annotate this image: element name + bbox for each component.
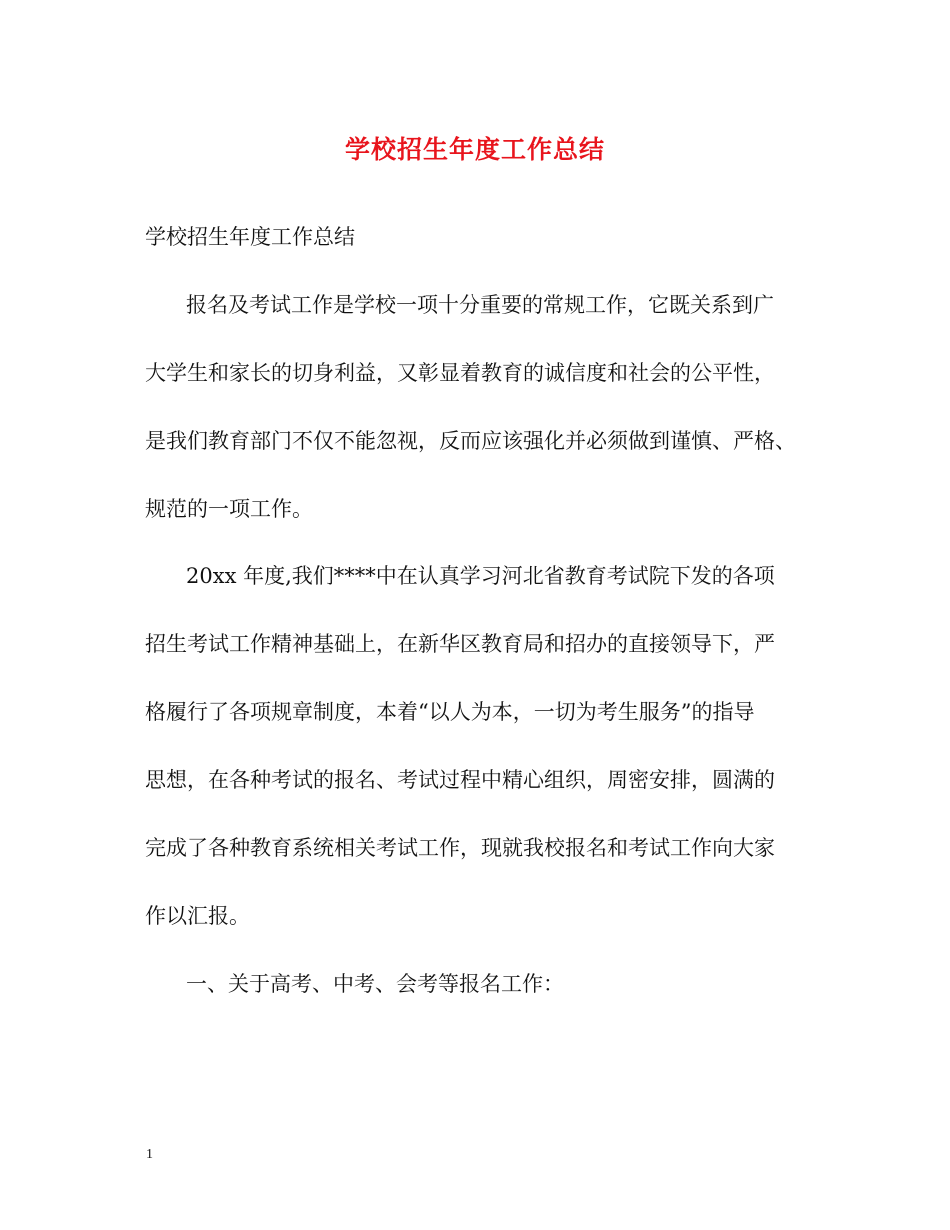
paragraph-line: 报名及考试工作是学校一项十分重要的常规工作，它既关系到广 — [186, 293, 774, 317]
paragraph-line: 思想，在各种考试的报名、考试过程中精心组织，周密安排，圆满的 — [145, 768, 775, 792]
document-subtitle: 学校招生年度工作总结 — [145, 225, 355, 249]
page-number: 1 — [146, 1147, 153, 1162]
document-title: 学校招生年度工作总结 — [344, 135, 605, 164]
section-heading: 一、关于高考、中考、会考等报名工作： — [186, 972, 564, 996]
paragraph-line: 规范的一项工作。 — [145, 497, 313, 521]
paragraph-line: 完成了各种教育系统相关考试工作，现就我校报名和考试工作向大家 — [145, 836, 775, 860]
paragraph-line: 格履行了各项规章制度，本着“以人为本，一切为考生服务”的指导 — [145, 700, 755, 724]
paragraph-line: 招生考试工作精神基础上，在新华区教育局和招办的直接领导下，严 — [145, 632, 775, 656]
paragraph-line: 是我们教育部门不仅不能忽视，反而应该强化并必须做到谨慎、严格、 — [145, 429, 796, 453]
paragraph-line: 作以汇报。 — [145, 904, 250, 928]
paragraph-line: 20xx 年度,我们****中在认真学习河北省教育考试院下发的各项 — [186, 564, 775, 588]
paragraph-line: 大学生和家长的切身利益，又彰显着教育的诚信度和社会的公平性， — [145, 361, 775, 385]
